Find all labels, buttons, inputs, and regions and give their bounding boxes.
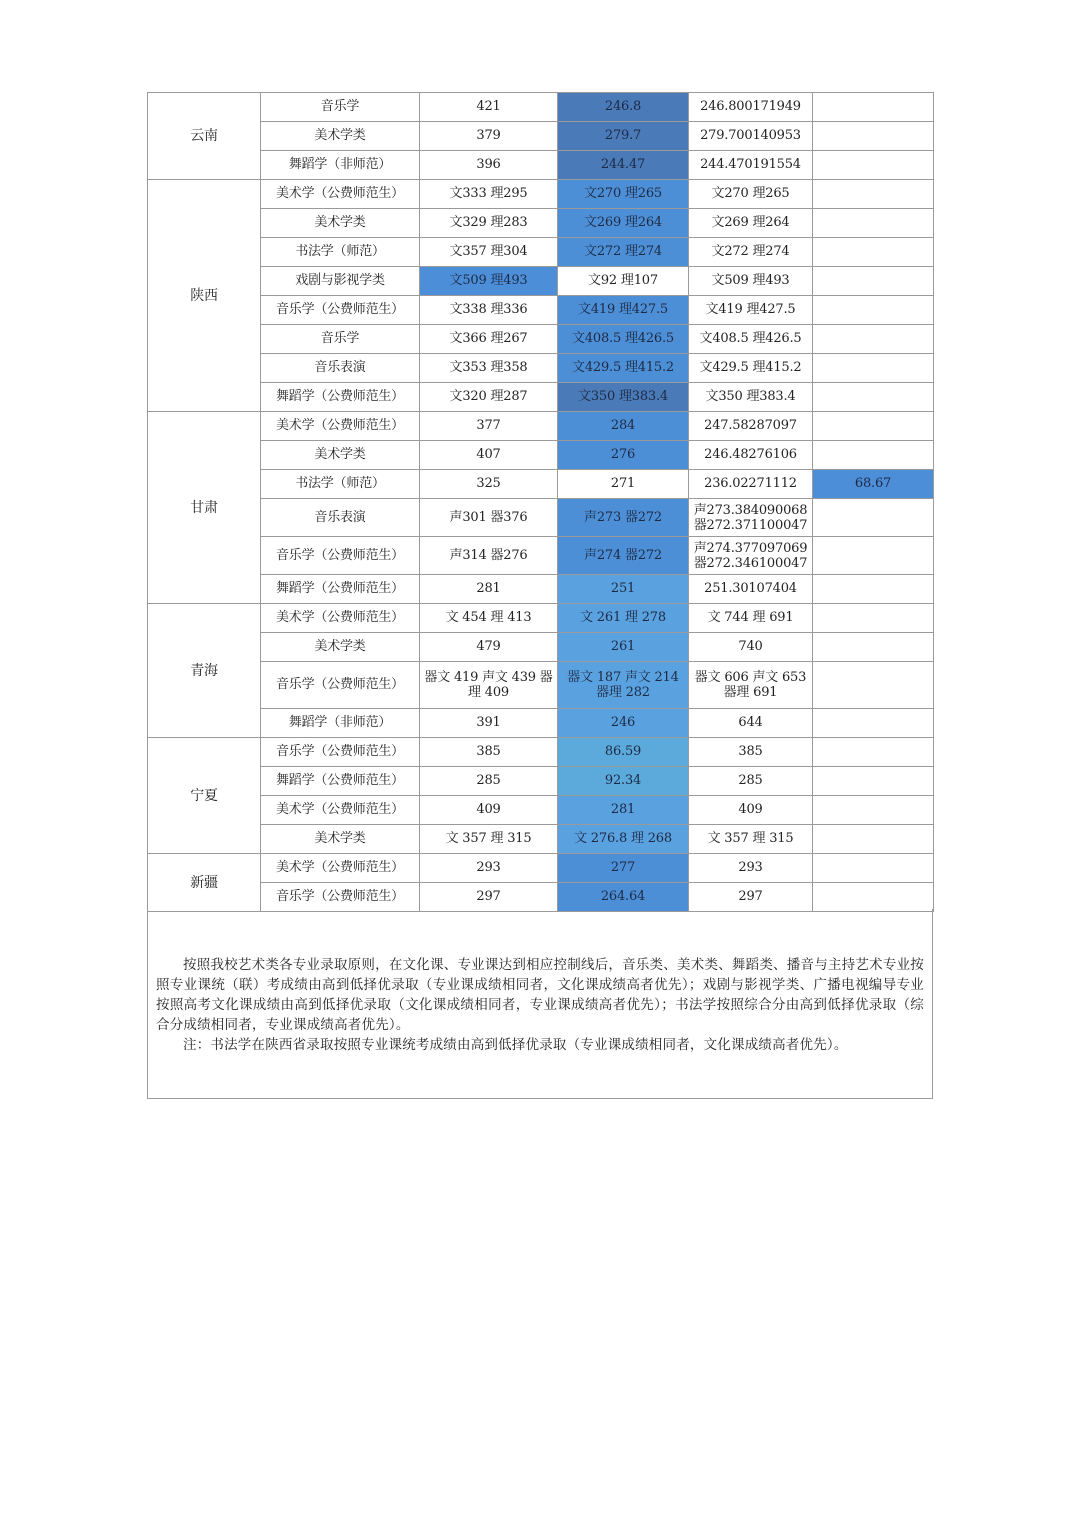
score-b-cell: 文408.5 理426.5: [558, 325, 689, 354]
score-b-cell: 261: [558, 633, 689, 662]
score-a-cell: 281: [420, 575, 558, 604]
score-c-cell: 297: [689, 883, 813, 912]
major-cell: 戏剧与影视学类: [261, 267, 420, 296]
table-row: [148, 470, 934, 499]
score-c-cell: 文350 理383.4: [689, 383, 813, 412]
score-a-cell: 297: [420, 883, 558, 912]
score-a-cell: 文338 理336: [420, 296, 558, 325]
score-b-cell: 251: [558, 575, 689, 604]
score-b-cell: 276: [558, 441, 689, 470]
score-c-cell: 644: [689, 709, 813, 738]
score-a-cell: 407: [420, 441, 558, 470]
score-d-cell: [813, 767, 934, 796]
province-cell: 青海: [148, 604, 261, 738]
notes-paragraph: 按照我校艺术类各专业录取原则，在文化课、专业课达到相应控制线后，音乐类、美术类、舞蹈类、播音与主持艺术专业按照专业课统（联）考成绩由高到低择优录取（专业课成绩相同者，文化课成绩高者优先）；戏剧与影视学类、广播电视编导专业按照高考文化课成绩由高到低择优录取（文化课成绩相同者，专业课成绩高者优先）；书法学按照综合分由高到低择优录取（综合分成绩相同者，专业课成绩高者优先）。: [156, 957, 924, 1033]
score-c-cell: 文 357 理 315: [689, 825, 813, 854]
score-c-cell: 251.30107404: [689, 575, 813, 604]
table-row: [148, 122, 934, 151]
table-row: [148, 738, 934, 767]
score-b-cell: 文272 理274: [558, 238, 689, 267]
score-a-cell: 385: [420, 738, 558, 767]
major-cell: 音乐表演: [261, 499, 420, 537]
major-cell: 音乐学: [261, 93, 420, 122]
major-cell: 美术学（公费师范生）: [261, 180, 420, 209]
score-a-cell: 文353 理358: [420, 354, 558, 383]
major-cell: 美术学（公费师范生）: [261, 412, 420, 441]
major-cell: 音乐学（公费师范生）: [261, 537, 420, 575]
major-cell: 美术学类: [261, 633, 420, 662]
score-d-cell: [813, 738, 934, 767]
score-b-cell: 文 276.8 理 268: [558, 825, 689, 854]
score-a-cell: 器文 419 声文 439 器理 409: [420, 662, 558, 709]
score-a-cell: 声301 器376: [420, 499, 558, 537]
major-cell: 音乐表演: [261, 354, 420, 383]
major-cell: 美术学类: [261, 825, 420, 854]
score-d-cell: [813, 575, 934, 604]
score-c-cell: 文419 理427.5: [689, 296, 813, 325]
major-cell: 舞蹈学（公费师范生）: [261, 383, 420, 412]
table-row: [148, 383, 934, 412]
score-b-cell: 文419 理427.5: [558, 296, 689, 325]
score-a-cell: 379: [420, 122, 558, 151]
table-row: [148, 180, 934, 209]
province-cell: 陕西: [148, 180, 261, 412]
score-c-cell: 247.58287097: [689, 412, 813, 441]
province-cell: 新疆: [148, 854, 261, 912]
score-b-cell: 文350 理383.4: [558, 383, 689, 412]
table-row: [148, 296, 934, 325]
major-cell: 美术学类: [261, 122, 420, 151]
table-row: [148, 575, 934, 604]
score-c-cell: 236.02271112: [689, 470, 813, 499]
table-row: [148, 662, 934, 709]
score-b-cell: 281: [558, 796, 689, 825]
admission-notes: [147, 909, 933, 1099]
major-cell: 美术学（公费师范生）: [261, 854, 420, 883]
major-cell: 音乐学（公费师范生）: [261, 738, 420, 767]
score-a-cell: 文 454 理 413: [420, 604, 558, 633]
major-cell: 音乐学（公费师范生）: [261, 296, 420, 325]
score-c-cell: 文408.5 理426.5: [689, 325, 813, 354]
province-cell: 云南: [148, 93, 261, 180]
score-c-cell: 器文 606 声文 653 器理 691: [689, 662, 813, 709]
score-d-cell: [813, 325, 934, 354]
score-b-cell: 284: [558, 412, 689, 441]
admission-score-table: [147, 92, 934, 912]
score-b-cell: 264.64: [558, 883, 689, 912]
score-a-cell: 391: [420, 709, 558, 738]
score-d-cell: [813, 499, 934, 537]
table-row: [148, 93, 934, 122]
score-b-cell: 声274 器272: [558, 537, 689, 575]
score-d-cell: [813, 93, 934, 122]
table-row: [148, 412, 934, 441]
score-d-cell: [813, 633, 934, 662]
score-d-cell: [813, 825, 934, 854]
score-a-cell: 325: [420, 470, 558, 499]
score-a-cell: 文333 理295: [420, 180, 558, 209]
table-row: [148, 633, 934, 662]
score-a-cell: 文320 理287: [420, 383, 558, 412]
score-b-cell: 246: [558, 709, 689, 738]
score-a-cell: 409: [420, 796, 558, 825]
score-a-cell: 文357 理304: [420, 238, 558, 267]
score-d-cell: [813, 537, 934, 575]
table-row: [148, 354, 934, 383]
score-c-cell: 文509 理493: [689, 267, 813, 296]
score-a-cell: 293: [420, 854, 558, 883]
major-cell: 美术学（公费师范生）: [261, 604, 420, 633]
score-d-cell: [813, 354, 934, 383]
score-b-cell: 文429.5 理415.2: [558, 354, 689, 383]
table-row: [148, 709, 934, 738]
table-row: [148, 151, 934, 180]
score-b-cell: 文 261 理 278: [558, 604, 689, 633]
score-a-cell: 文 357 理 315: [420, 825, 558, 854]
score-b-cell: 244.47: [558, 151, 689, 180]
score-d-cell: [813, 296, 934, 325]
major-cell: 书法学（师范）: [261, 470, 420, 499]
table-row: [148, 604, 934, 633]
score-c-cell: 279.700140953: [689, 122, 813, 151]
table-row: [148, 441, 934, 470]
table-row: [148, 325, 934, 354]
score-d-cell: [813, 412, 934, 441]
major-cell: 舞蹈学（非师范）: [261, 151, 420, 180]
score-a-cell: 285: [420, 767, 558, 796]
score-b-cell: 86.59: [558, 738, 689, 767]
score-d-cell: [813, 883, 934, 912]
province-cell: 甘肃: [148, 412, 261, 604]
score-d-cell: [813, 709, 934, 738]
score-a-cell: 文329 理283: [420, 209, 558, 238]
major-cell: 美术学类: [261, 209, 420, 238]
score-b-cell: 文269 理264: [558, 209, 689, 238]
score-a-cell: 421: [420, 93, 558, 122]
score-c-cell: 293: [689, 854, 813, 883]
table-row: [148, 825, 934, 854]
score-c-cell: 文269 理264: [689, 209, 813, 238]
score-a-cell: 377: [420, 412, 558, 441]
score-b-cell: 277: [558, 854, 689, 883]
major-cell: 舞蹈学（公费师范生）: [261, 767, 420, 796]
table-row: [148, 537, 934, 575]
major-cell: 舞蹈学（公费师范生）: [261, 575, 420, 604]
score-c-cell: 文429.5 理415.2: [689, 354, 813, 383]
score-c-cell: 246.48276106: [689, 441, 813, 470]
score-a-cell: 396: [420, 151, 558, 180]
score-c-cell: 740: [689, 633, 813, 662]
score-d-cell: [813, 796, 934, 825]
score-d-cell: [813, 151, 934, 180]
score-d-cell: [813, 662, 934, 709]
major-cell: 书法学（师范）: [261, 238, 420, 267]
score-d-cell: [813, 441, 934, 470]
table-row: [148, 499, 934, 537]
table-row: [148, 883, 934, 912]
score-a-cell: 文509 理493: [420, 267, 558, 296]
table-row: [148, 238, 934, 267]
score-b-cell: 文92 理107: [558, 267, 689, 296]
score-b-cell: 器文 187 声文 214 器理 282: [558, 662, 689, 709]
score-a-cell: 文366 理267: [420, 325, 558, 354]
score-d-cell: [813, 122, 934, 151]
table-row: [148, 767, 934, 796]
province-cell: 宁夏: [148, 738, 261, 854]
score-c-cell: 246.800171949: [689, 93, 813, 122]
score-d-cell: 68.67: [813, 470, 934, 499]
score-c-cell: 文 744 理 691: [689, 604, 813, 633]
score-d-cell: [813, 209, 934, 238]
score-b-cell: 92.34: [558, 767, 689, 796]
score-b-cell: 声273 器272: [558, 499, 689, 537]
score-d-cell: [813, 180, 934, 209]
score-c-cell: 409: [689, 796, 813, 825]
score-a-cell: 声314 器276: [420, 537, 558, 575]
major-cell: 美术学类: [261, 441, 420, 470]
score-c-cell: 声274.377097069 器272.346100047: [689, 537, 813, 575]
score-b-cell: 246.8: [558, 93, 689, 122]
score-a-cell: 479: [420, 633, 558, 662]
score-d-cell: [813, 238, 934, 267]
score-b-cell: 文270 理265: [558, 180, 689, 209]
major-cell: 音乐学（公费师范生）: [261, 883, 420, 912]
score-d-cell: [813, 854, 934, 883]
table-row: [148, 267, 934, 296]
score-c-cell: 385: [689, 738, 813, 767]
score-c-cell: 244.470191554: [689, 151, 813, 180]
table-row: [148, 796, 934, 825]
score-d-cell: [813, 383, 934, 412]
notes-footnote: 注：书法学在陕西省录取按照专业课统考成绩由高到低择优录取（专业课成绩相同者，文化课成绩高者优先）。: [183, 1037, 848, 1053]
score-c-cell: 文272 理274: [689, 238, 813, 267]
score-c-cell: 285: [689, 767, 813, 796]
score-d-cell: [813, 267, 934, 296]
major-cell: 音乐学: [261, 325, 420, 354]
score-d-cell: [813, 604, 934, 633]
score-c-cell: 文270 理265: [689, 180, 813, 209]
major-cell: 音乐学（公费师范生）: [261, 662, 420, 709]
major-cell: 美术学（公费师范生）: [261, 796, 420, 825]
table-row: [148, 209, 934, 238]
score-b-cell: 279.7: [558, 122, 689, 151]
score-b-cell: 271: [558, 470, 689, 499]
score-c-cell: 声273.384090068 器272.371100047: [689, 499, 813, 537]
table-row: [148, 854, 934, 883]
major-cell: 舞蹈学（非师范）: [261, 709, 420, 738]
